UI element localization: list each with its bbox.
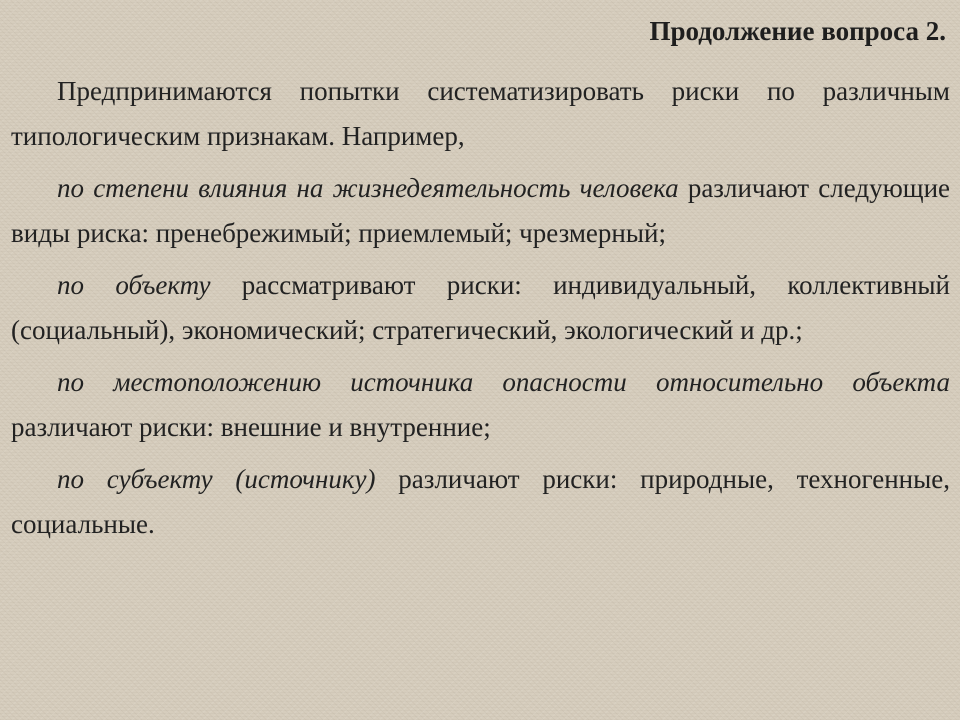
paragraph-text: Предпринимаются попытки систематизировать риски по различным типологическим признакам. Например, [11, 76, 950, 151]
paragraph-intro [11, 69, 950, 159]
slide-title: Продолжение вопроса 2. [649, 16, 946, 46]
paragraph-term: по степени влияния на жизнедеятельность человека [57, 173, 679, 203]
paragraph-impact [11, 166, 950, 256]
slide-body [11, 69, 950, 554]
paragraph-term: по субъекту (источнику) [57, 464, 376, 494]
paragraph-object [11, 263, 950, 353]
paragraph-text: различают следующие виды риска: пренебрежимый; приемлемый; чрезмерный; [11, 173, 950, 248]
paragraph-text: рассматривают риски: индивидуальный, коллективный (социальный), экономический; стратегический, экологический и др.; [11, 270, 950, 345]
paragraph-term: по объекту [57, 270, 211, 300]
paragraph-text: различают риски: природные, техногенные, социальные. [11, 464, 950, 539]
paragraph-text: различают риски: внешние и внутренние; [11, 412, 491, 442]
paragraph-subject [11, 457, 950, 547]
paragraph-location [11, 360, 950, 450]
paragraph-term: по местоположению источника опасности относительно объекта [57, 367, 950, 397]
